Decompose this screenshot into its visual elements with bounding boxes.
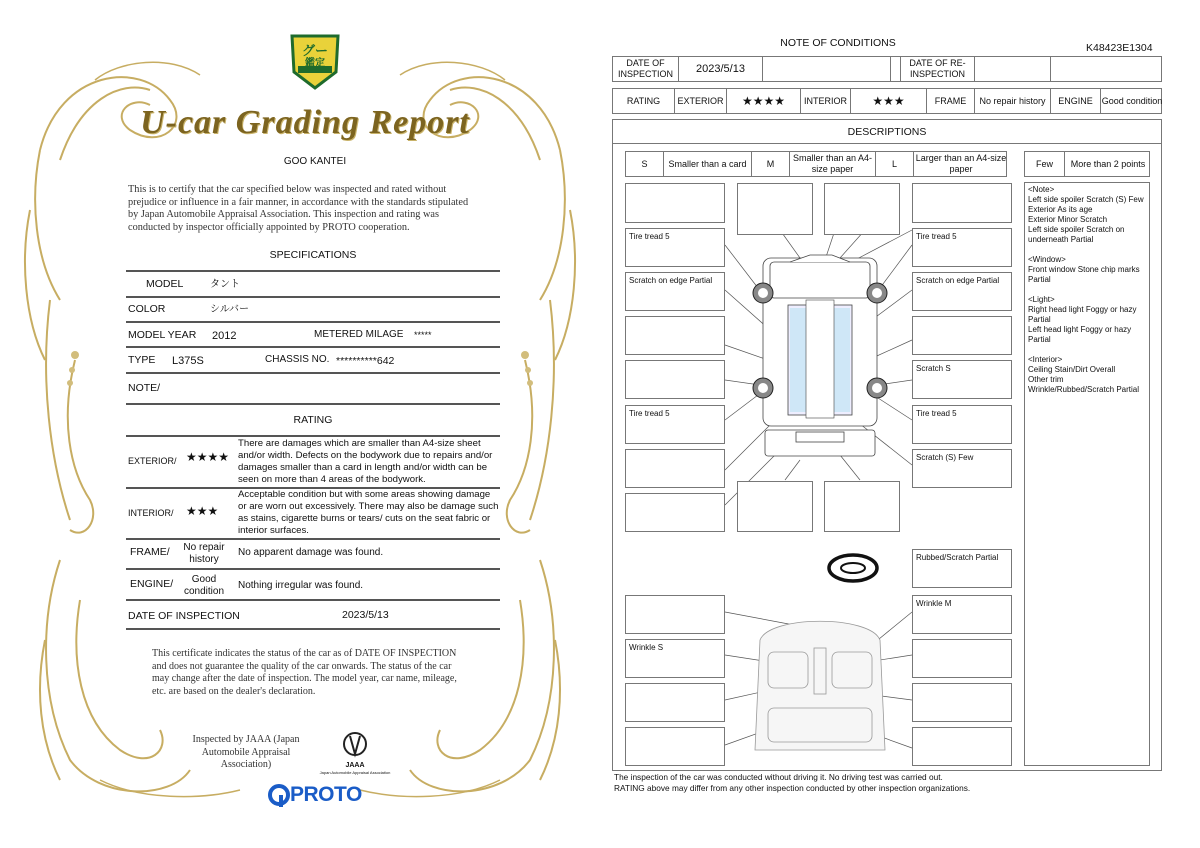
- model-label: MODEL: [146, 278, 184, 290]
- note-line: Right head light Foggy or hazy Partial: [1028, 305, 1137, 324]
- interior-stars: ★★★: [186, 504, 219, 518]
- divider: [126, 599, 500, 601]
- damage-box-right-tire-front: Tire tread 5: [912, 228, 1012, 267]
- conditions-heading: NOTE OF CONDITIONS: [780, 37, 896, 49]
- damage-box-left-tire-front: Tire tread 5: [625, 228, 725, 267]
- note-line: Other trim Wrinkle/Rubbed/Scratch Partial: [1028, 375, 1140, 394]
- frame-label: FRAME: [927, 89, 975, 113]
- exterior-label: EXTERIOR: [675, 89, 727, 113]
- legend-m: M: [752, 152, 790, 176]
- damage-box-left-tire-rear: Tire tread 5: [625, 405, 725, 444]
- damage-box: [912, 183, 1012, 223]
- inspected-by-text: Inspected by JAAA (Japan Automobile Appraisal Association): [192, 734, 300, 770]
- divider: [126, 346, 500, 348]
- note-line: Exterior Minor Scratch: [1028, 215, 1108, 224]
- frame-value: No repair history: [183, 542, 225, 565]
- note-line: Exterior As its age: [1028, 205, 1093, 214]
- note-line: Left side spoiler Scratch (S) Few: [1028, 195, 1144, 204]
- note-of-conditions: [600, 0, 1200, 848]
- date-reinspection-label: DATE OF RE-INSPECTION: [901, 57, 975, 81]
- date-label: DATE OF INSPECTION: [128, 610, 240, 622]
- date-value: 2023/5/13: [342, 609, 389, 621]
- engine-label: ENGINE: [1051, 89, 1101, 113]
- exterior-stars: ★★★★: [727, 89, 801, 113]
- descriptions-heading: DESCRIPTIONS: [847, 126, 927, 138]
- badge-bottom-text: 鑑定: [305, 58, 325, 69]
- damage-box: [737, 481, 813, 532]
- exterior-description: There are damages which are smaller than A4-size sheet and/or width. Defects on the bodywork due to repairs and/or damages smaller than a card in length and/or width can be seen on more than 4 areas of the bodywork.: [238, 438, 493, 485]
- damage-box-wrinkle-m: Wrinkle M: [912, 595, 1012, 634]
- note-line: Ceiling Stain/Dirt Overall: [1028, 365, 1116, 374]
- rating-label: RATING: [613, 89, 675, 113]
- jaaa-emblem-icon: [318, 728, 392, 764]
- note-line: Left head light Foggy or hazy Partial: [1028, 325, 1132, 344]
- chassis-label: CHASSIS NO.: [265, 354, 330, 365]
- damage-box: [824, 183, 900, 235]
- note-heading: <Light>: [1028, 295, 1055, 304]
- type-value: L375S: [172, 355, 204, 367]
- jaaa-logo-text: JAAA: [345, 762, 365, 769]
- footer-note-2: RATING above may differ from any other inspection conducted by other inspection organizations.: [614, 783, 971, 793]
- divider: [126, 403, 500, 405]
- proto-mark-icon: [268, 784, 290, 808]
- interior-label: INTERIOR/: [128, 508, 174, 518]
- report-title: U-car Grading Report: [140, 104, 470, 141]
- report-subtitle: GOO KANTEI: [283, 156, 347, 167]
- damage-box: [625, 183, 725, 223]
- engine-value: Good condition: [1101, 95, 1163, 106]
- specifications-heading: SPECIFICATIONS: [269, 249, 357, 261]
- divider: [126, 321, 500, 323]
- interior-label: INTERIOR: [801, 89, 851, 113]
- mileage-value: *****: [414, 330, 432, 340]
- divider: [126, 435, 500, 437]
- legend-l-desc: Larger than an A4-size paper: [915, 153, 1007, 174]
- damage-box: [912, 727, 1012, 766]
- model-year-value: 2012: [212, 330, 237, 342]
- proto-logo: [268, 783, 368, 809]
- damage-box-left-edge: Scratch on edge Partial: [625, 272, 725, 311]
- note-label: NOTE/: [128, 382, 161, 394]
- divider: [126, 568, 500, 570]
- damage-box: [625, 360, 725, 399]
- color-value: シルバー: [210, 304, 250, 315]
- reference-number: K48423E1304: [1086, 42, 1153, 54]
- damage-box: [625, 449, 725, 488]
- damage-box-right-scratch-few: Scratch (S) Few: [912, 449, 1012, 488]
- date-inspection-value: 2023/5/13: [679, 57, 763, 81]
- divider: [126, 372, 500, 374]
- legend-few: Few: [1025, 152, 1065, 176]
- chassis-value: **********642: [336, 355, 395, 367]
- interior-description: Acceptable condition but with some areas showing damage or are worn out excessively. There may also be damage such as stains, cigarette burns or tears/ cuts on the seat fabric or interior surfaces.: [238, 489, 499, 536]
- badge-top-text: グー: [301, 43, 328, 58]
- damage-box: [912, 316, 1012, 355]
- jaaa-logo-subtext: Japan Automobile Appraisal Association: [319, 770, 391, 775]
- note-line: Left side spoiler Scratch on underneath Partial: [1028, 225, 1125, 244]
- divider: [126, 296, 500, 298]
- damage-box: [912, 639, 1012, 678]
- divider: [126, 628, 500, 630]
- mileage-label: METERED MILAGE: [314, 329, 404, 340]
- interior-stars: ★★★: [851, 89, 927, 113]
- steering-wheel-icon: [829, 555, 877, 581]
- engine-label: ENGINE/: [130, 578, 174, 590]
- model-year-label: MODEL YEAR: [128, 329, 197, 341]
- engine-value: Good condition: [183, 574, 225, 597]
- footer-note-1: The inspection of the car was conducted without driving it. No driving test was carried out.: [614, 772, 943, 782]
- damage-box: [912, 683, 1012, 722]
- jaaa-logo: [318, 728, 392, 780]
- damage-box-steering: Rubbed/Scratch Partial: [912, 549, 1012, 588]
- damage-box: [625, 316, 725, 355]
- legend-l: L: [876, 152, 914, 176]
- rating-heading: RATING: [293, 414, 333, 426]
- legend-m-desc: Smaller than an A4-size paper: [790, 152, 876, 176]
- damage-box: [824, 481, 900, 532]
- frame-label: FRAME/: [130, 546, 170, 558]
- type-label: TYPE: [128, 354, 156, 366]
- model-value: タント: [210, 279, 240, 290]
- damage-box: [625, 683, 725, 722]
- legend-few-desc: More than 2 points: [1070, 158, 1146, 169]
- damage-box: [625, 493, 725, 532]
- exterior-label: EXTERIOR/: [128, 456, 177, 466]
- disclaimer-text: This certificate indicates the status of the car as of DATE OF INSPECTION and does not guarantee the quality of the car onwards. The status of the car may change after the date of inspection. The model year, car name, mileage, etc. are based on the dealer's declaration.: [152, 648, 457, 697]
- damage-box-right-edge: Scratch on edge Partial: [912, 272, 1012, 311]
- note-heading: <Window>: [1028, 255, 1066, 264]
- color-label: COLOR: [128, 303, 166, 315]
- note-line: Front window Stone chip marks Partial: [1028, 265, 1140, 284]
- legend-s: S: [626, 152, 664, 176]
- damage-box: [625, 727, 725, 766]
- frame-value: No repair history: [975, 89, 1051, 113]
- proto-logo-text: PROTO: [290, 783, 362, 806]
- legend-s-desc: Smaller than a card: [664, 152, 752, 176]
- engine-description: Nothing irregular was found.: [238, 580, 364, 591]
- damage-box: [737, 183, 813, 235]
- frame-description: No apparent damage was found.: [238, 547, 384, 558]
- damage-box-wrinkle-s: Wrinkle S: [625, 639, 725, 678]
- divider: [126, 538, 500, 540]
- damage-box: [625, 595, 725, 634]
- note-heading: <Interior>: [1028, 355, 1063, 364]
- exterior-stars: ★★★★: [186, 450, 230, 464]
- note-heading: <Note>: [1028, 185, 1055, 194]
- intro-text: This is to certify that the car specified below was inspected and rated without prejudice or influence in a fair manner, in accordance with the standards stipulated by Japan Automobile Appraisal Association. This inspection and rating was conducted by inspector officially appointed by PROTO cooperation.: [128, 184, 469, 233]
- date-inspection-label: DATE OF INSPECTION: [613, 57, 679, 81]
- goo-kantei-badge: [288, 32, 342, 90]
- damage-box-right-tire-rear: Tire tread 5: [912, 405, 1012, 444]
- divider: [126, 270, 500, 272]
- damage-box-right-scratch-s: Scratch S: [912, 360, 1012, 399]
